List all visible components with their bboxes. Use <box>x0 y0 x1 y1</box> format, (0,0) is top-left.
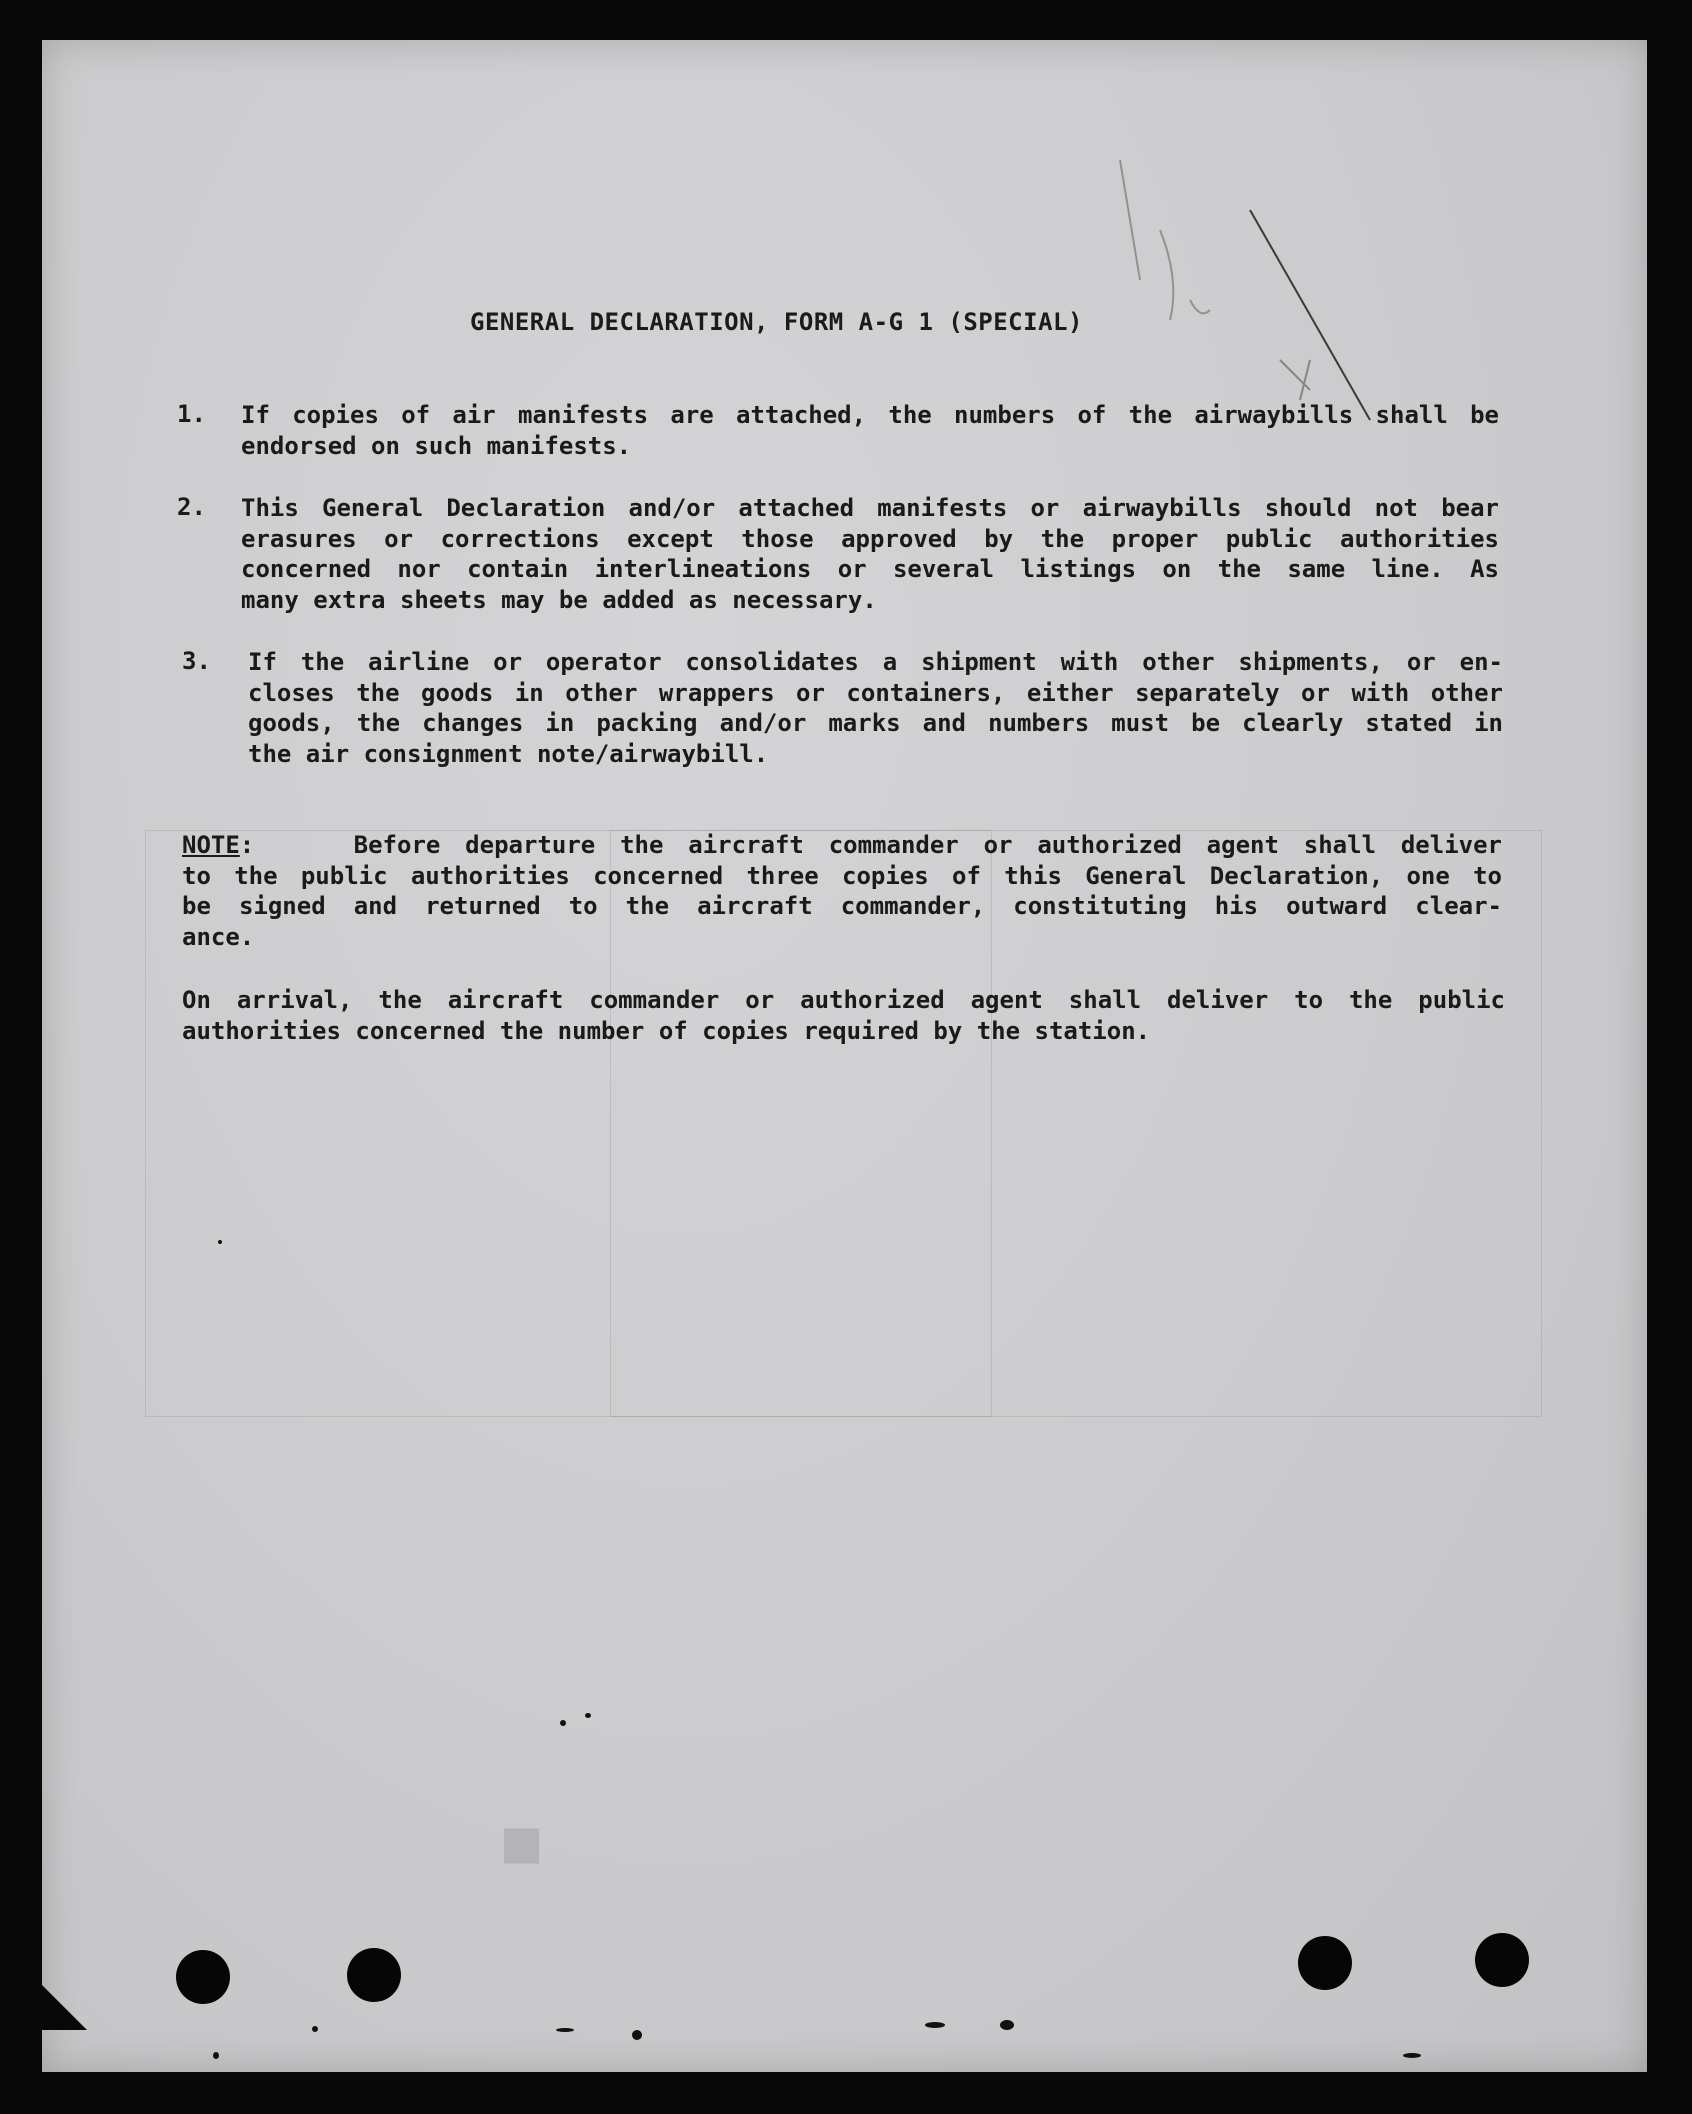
text-line: the air consignment note/airwaybill. <box>248 739 769 768</box>
ink-speck <box>585 1713 591 1718</box>
punch-hole <box>1475 1933 1529 1987</box>
punch-hole <box>347 1948 401 2002</box>
punch-hole <box>1298 1936 1352 1990</box>
ink-speck <box>925 2022 945 2028</box>
document-title: GENERAL DECLARATION, FORM A-G 1 (SPECIAL) <box>470 308 1083 336</box>
bleed-through-heading: ■ <box>500 1815 554 1869</box>
note-text: Before departure the aircraft commander or authorized agent shall deliver <box>353 831 1503 859</box>
ink-speck <box>312 2026 318 2032</box>
item-number: 1. <box>177 400 206 428</box>
text-line: erasures or corrections except those approved by the proper public authorities <box>241 524 1499 553</box>
arrival-paragraph <box>182 985 1505 1046</box>
text-line: If copies of air manifests are attached, the numbers of the airwaybills shall be <box>241 401 1499 429</box>
punch-hole <box>176 1950 230 2004</box>
ink-speck <box>560 1720 566 1726</box>
note-first-line <box>182 830 1502 861</box>
text-line: If the airline or operator consolidates a shipment with other shipments, or en- <box>248 648 1503 676</box>
text-line: authorities concerned the number of copies required by the station. <box>182 1016 1151 1045</box>
ink-speck <box>1000 2020 1014 2030</box>
note-paragraph <box>182 830 1502 952</box>
item-number: 2. <box>177 493 206 521</box>
pencil-annotation <box>1040 130 1400 430</box>
text-line: This General Declaration and/or attached manifests or airwaybills should not bear <box>241 494 1499 522</box>
ink-speck <box>556 2028 574 2032</box>
text-line: closes the goods in other wrappers or containers, either separately or with other <box>248 678 1503 707</box>
item-number: 3. <box>182 647 211 675</box>
item-text <box>241 493 1499 615</box>
item-text <box>248 647 1503 769</box>
text-line: On arrival, the aircraft commander or authorized agent shall deliver to the public <box>182 986 1505 1014</box>
text-line: to the public authorities concerned three copies of this General Declaration, one to <box>182 861 1502 890</box>
text-line: ance. <box>182 922 255 951</box>
note-colon: : <box>239 831 255 859</box>
text-line: be signed and returned to the aircraft commander, constituting his outward clear- <box>182 892 1502 920</box>
note-label: NOTE <box>182 831 240 859</box>
text-line: many extra sheets may be added as necessary. <box>241 585 877 614</box>
folded-corner <box>42 1985 87 2030</box>
ink-speck <box>1403 2053 1421 2058</box>
ink-speck <box>632 2030 642 2040</box>
ink-speck <box>213 2052 219 2059</box>
text-line: goods, the changes in packing and/or marks and numbers must be clearly stated in <box>248 709 1503 737</box>
ink-speck <box>218 1240 222 1244</box>
text-line: concerned nor contain interlineations or several listings on the same line. As <box>241 555 1499 583</box>
text-line: endorsed on such manifests. <box>241 431 632 460</box>
item-text <box>241 400 1499 461</box>
